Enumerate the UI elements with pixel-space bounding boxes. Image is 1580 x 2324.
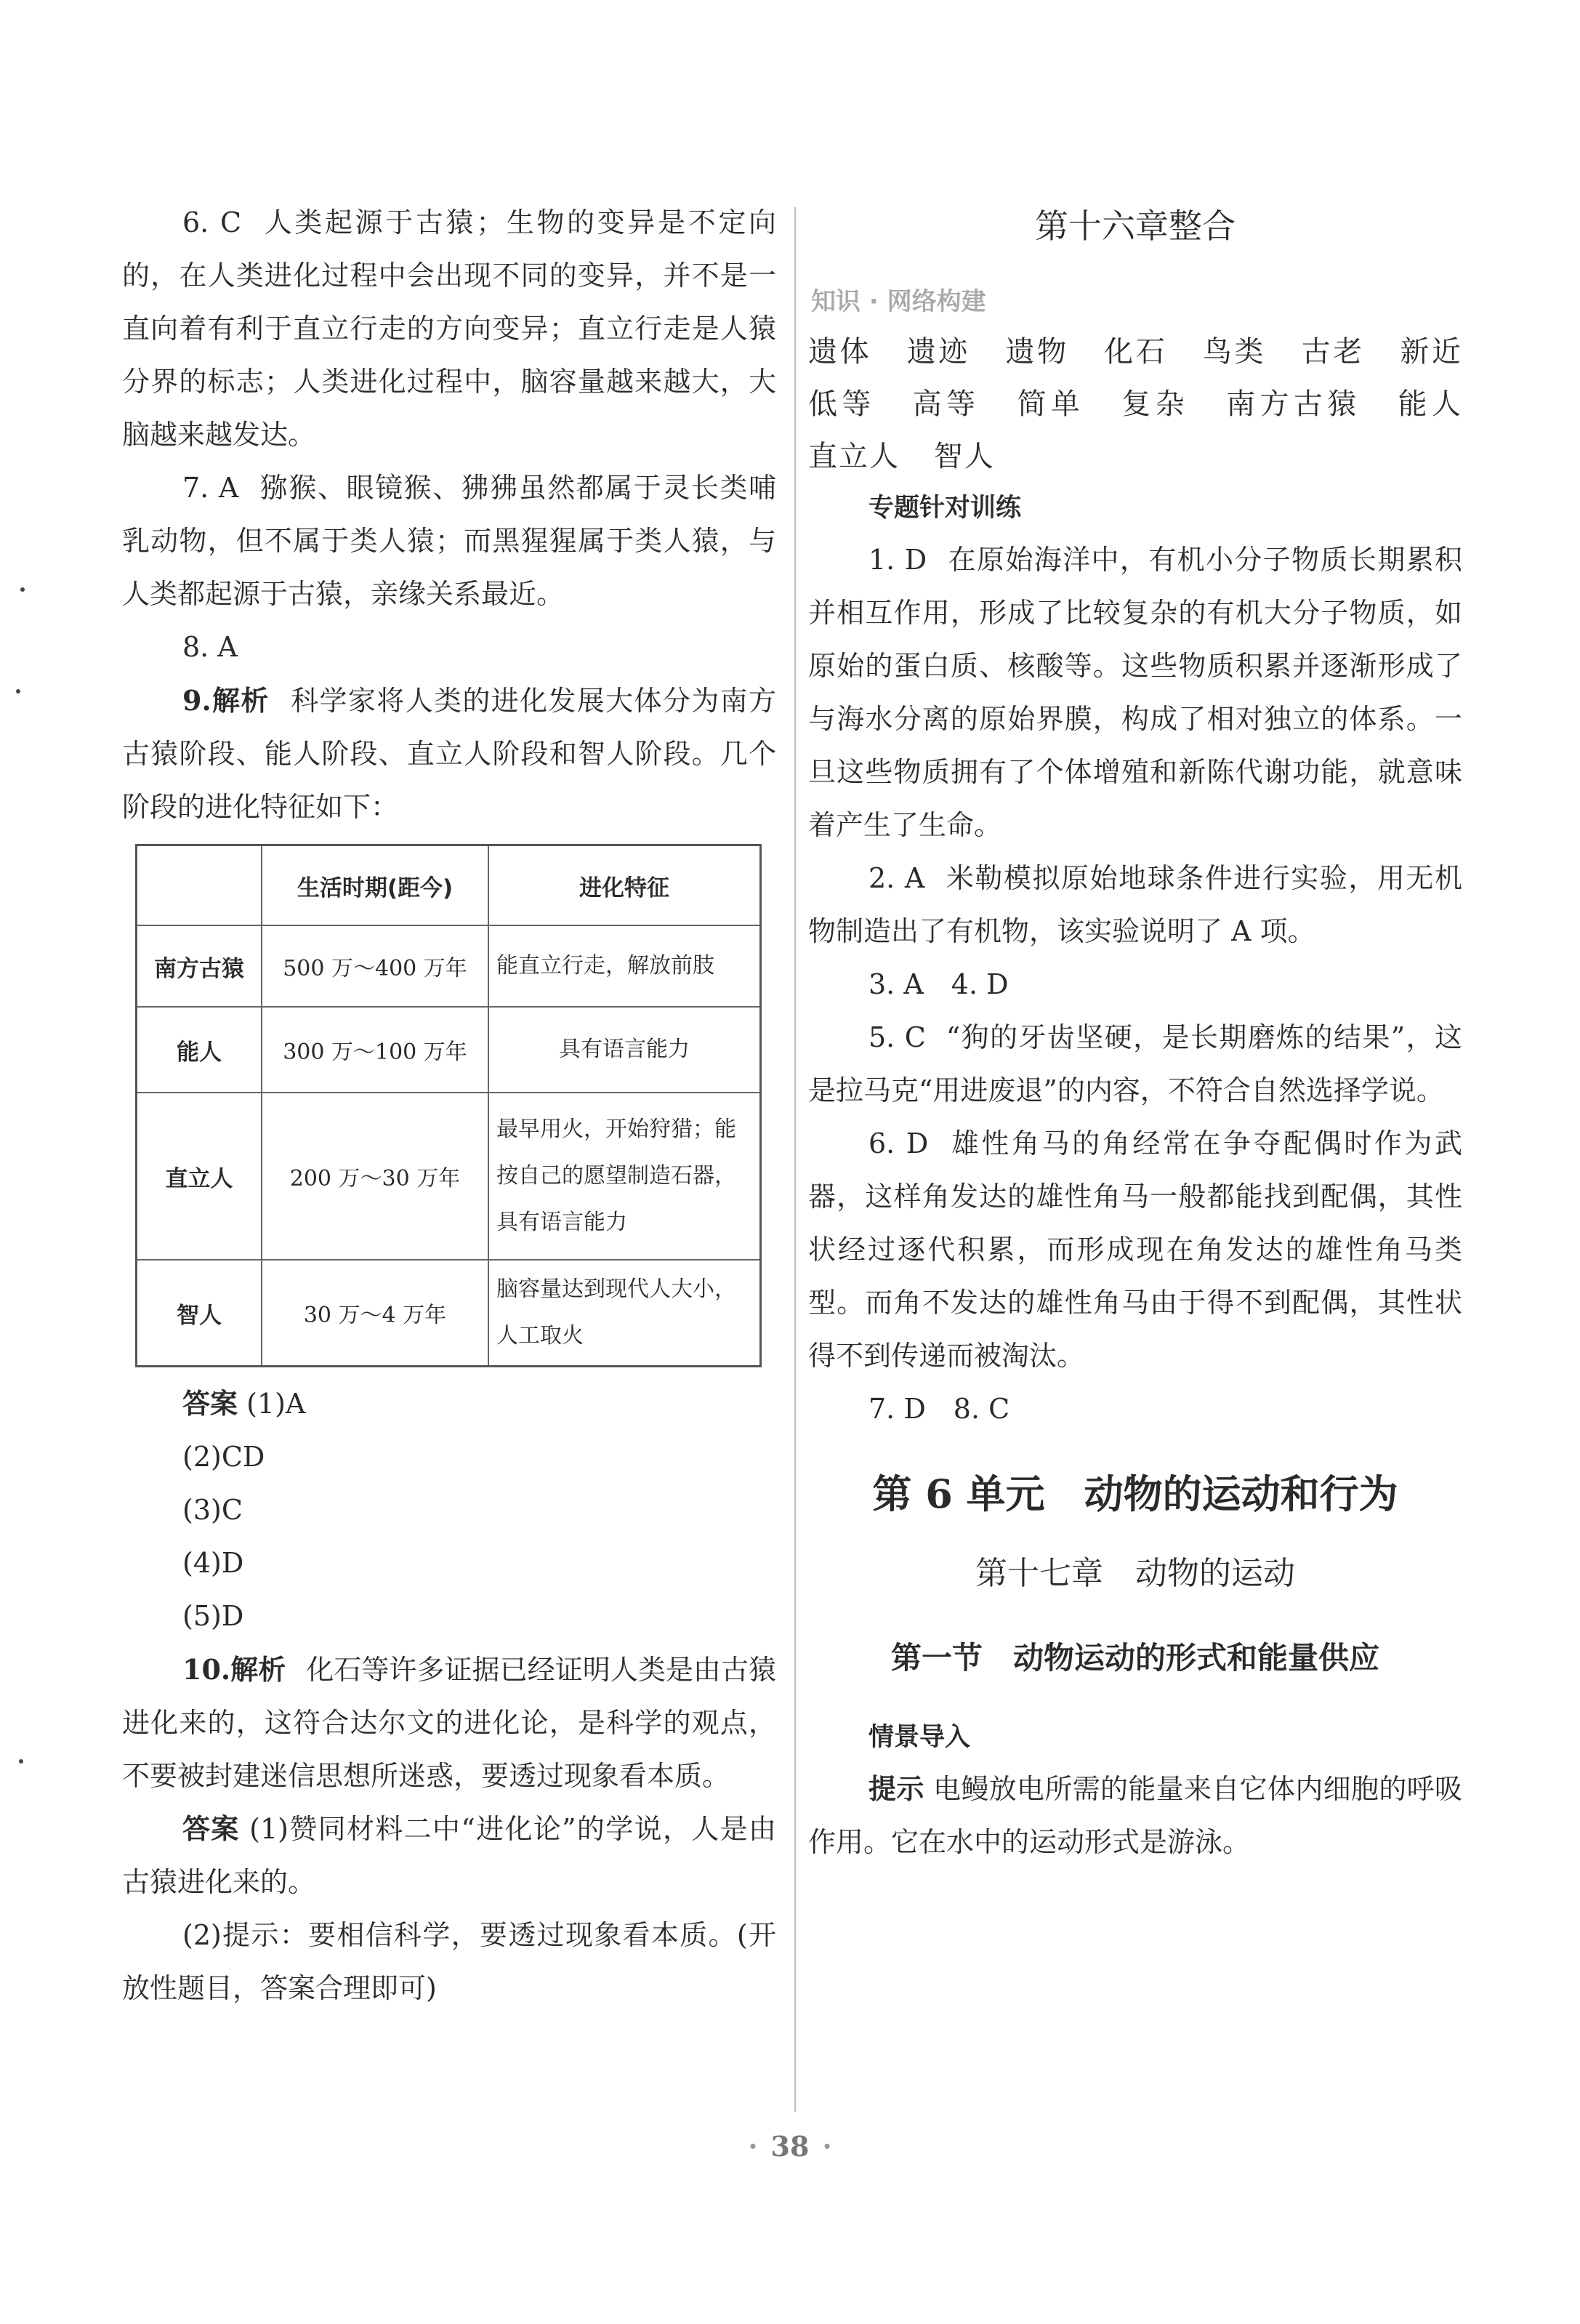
period-cell: 500 万～400 万年 (262, 925, 488, 1007)
table-row (137, 1260, 761, 1367)
table-row (137, 925, 761, 1007)
unit-6-title: 第 6 单元 动物的运动和行为 (872, 1471, 1398, 1517)
knowledge-network-label: 知识 · 网络构建 (811, 287, 986, 316)
table-row (137, 1093, 761, 1260)
answer-9-part: (3)C (182, 1494, 243, 1526)
training-answer-5: 5. C “狗的牙齿坚硬，是长期磨炼的结果”，这是拉马克“用进废退”的内容，不符合自然选择学说。 (808, 1021, 1462, 1106)
chapter-16-summary-title: 第十六章整合 (1035, 206, 1236, 246)
answer-9-part: (4)D (182, 1547, 244, 1579)
stage-cell: 能人 (137, 1007, 262, 1093)
table-row (137, 1007, 761, 1093)
answer-9-part: (2)CD (182, 1441, 265, 1473)
stage-cell: 直立人 (137, 1093, 262, 1260)
period-cell: 200 万～30 万年 (262, 1093, 488, 1260)
table-header (137, 845, 262, 926)
hint-paragraph: 提示 电鳗放电所需的能量来自它体内细胞的呼吸作用。它在水中的运动形式是游泳。 (808, 1773, 1462, 1858)
answer-10-part: (2)提示：要相信科学，要透过现象看本质。(开放性题目，答案合理即可) (122, 1919, 776, 2004)
training-answer-6: 6. D 雄性角马的角经常在争夺配偶时作为武器，这样角发达的雄性角马一般都能找到配偶，其性状经过逐代积累，而形成现在角发达的雄性角马类型。而角不发达的雄性角马由于得不到配偶，其性状得不到传递而被淘汰。 (808, 1127, 1462, 1372)
training-answer-7-8: 7. D 8. C (868, 1393, 1010, 1425)
period-cell: 300 万～100 万年 (262, 1007, 488, 1093)
answer-6: 6. C 人类起源于古猿；生物的变异是不定向的，在人类进化过程中会出现不同的变异，并不是一直向着有利于直立行走的方向变异；直立行走是人猿分界的标志；人类进化过程中，脑容量越来越大，大脑越来越发达。 (122, 206, 776, 451)
period-cell: 30 万～4 万年 (262, 1260, 488, 1367)
knowledge-terms: 遗体 遗迹 遗物 化石 鸟类 古老 新近 低等 高等 简单 复杂 南方古猿 能人 直立人 智人 (808, 335, 1462, 473)
page-number: · 38 · (748, 2130, 832, 2163)
scan-speck (20, 587, 25, 592)
right-column (808, 196, 1462, 1869)
feature-cell: 能直立行走，解放前肢 (488, 925, 761, 1007)
answer-10: 10.解析 化石等许多证据已经证明人类是由古猿进化来的，这符合达尔文的进化论，是科学的观点，不要被封建迷信思想所迷惑，要透过现象看本质。 (122, 1653, 776, 1792)
answer-9: 9.解析 科学家将人类的进化发展大体分为南方古猿阶段、能人阶段、直立人阶段和智人阶段。几个阶段的进化特征如下： (122, 684, 776, 823)
answer-7: 7. A 猕猴、眼镜猴、狒狒虽然都属于灵长类哺乳动物，但不属于类人猿；而黑猩猩属于类人猿，与人类都起源于古猿，亲缘关系最近。 (122, 472, 776, 610)
scan-speck (16, 689, 20, 693)
answer-9-part: (5)D (182, 1600, 244, 1632)
evolution-stage-table (135, 844, 762, 1367)
feature-cell: 脑容量达到现代人大小，人工取火 (488, 1260, 761, 1367)
table-header-row (137, 845, 761, 926)
column-divider (794, 207, 796, 2112)
answer-10-key: 答案 (1)赞同材料二中“进化论”的学说，人是由古猿进化来的。 (122, 1813, 776, 1898)
scan-speck (19, 1759, 23, 1764)
training-answer-2: 2. A 米勒模拟原始地球条件进行实验，用无机物制造出了有机物，该实验说明了 A 项。 (808, 862, 1462, 947)
feature-cell: 最早用火，开始狩猎；能按自己的愿望制造石器，具有语言能力 (488, 1093, 761, 1260)
answer-9-key: 答案 (1)A (182, 1388, 306, 1420)
stage-cell: 智人 (137, 1260, 262, 1367)
scenario-intro-title: 情景导入 (868, 1723, 971, 1752)
stage-cell: 南方古猿 (137, 925, 262, 1007)
left-column (122, 196, 776, 2015)
chapter-17-title: 第十七章 动物的运动 (975, 1555, 1295, 1592)
training-answer-1: 1. D 在原始海洋中，有机小分子物质长期累积并相互作用，形成了比较复杂的有机大分子物质，如原始的蛋白质、核酸等。这些物质积累并逐渐形成了与海水分离的原始界膜，构成了相对独立的体系。一旦这些物质拥有了个体增殖和新陈代谢功能，就意味着产生了生命。 (808, 544, 1462, 841)
section-1-title: 第一节 动物运动的形式和能量供应 (890, 1640, 1379, 1676)
training-answer-3-4: 3. A 4. D (868, 968, 1009, 1000)
feature-cell: 具有语言能力 (488, 1007, 761, 1093)
table-header: 进化特征 (488, 845, 761, 926)
table-header: 生活时期(距今) (262, 845, 488, 926)
answer-8: 8. A (182, 631, 238, 663)
training-title: 专题针对训练 (868, 494, 1022, 523)
